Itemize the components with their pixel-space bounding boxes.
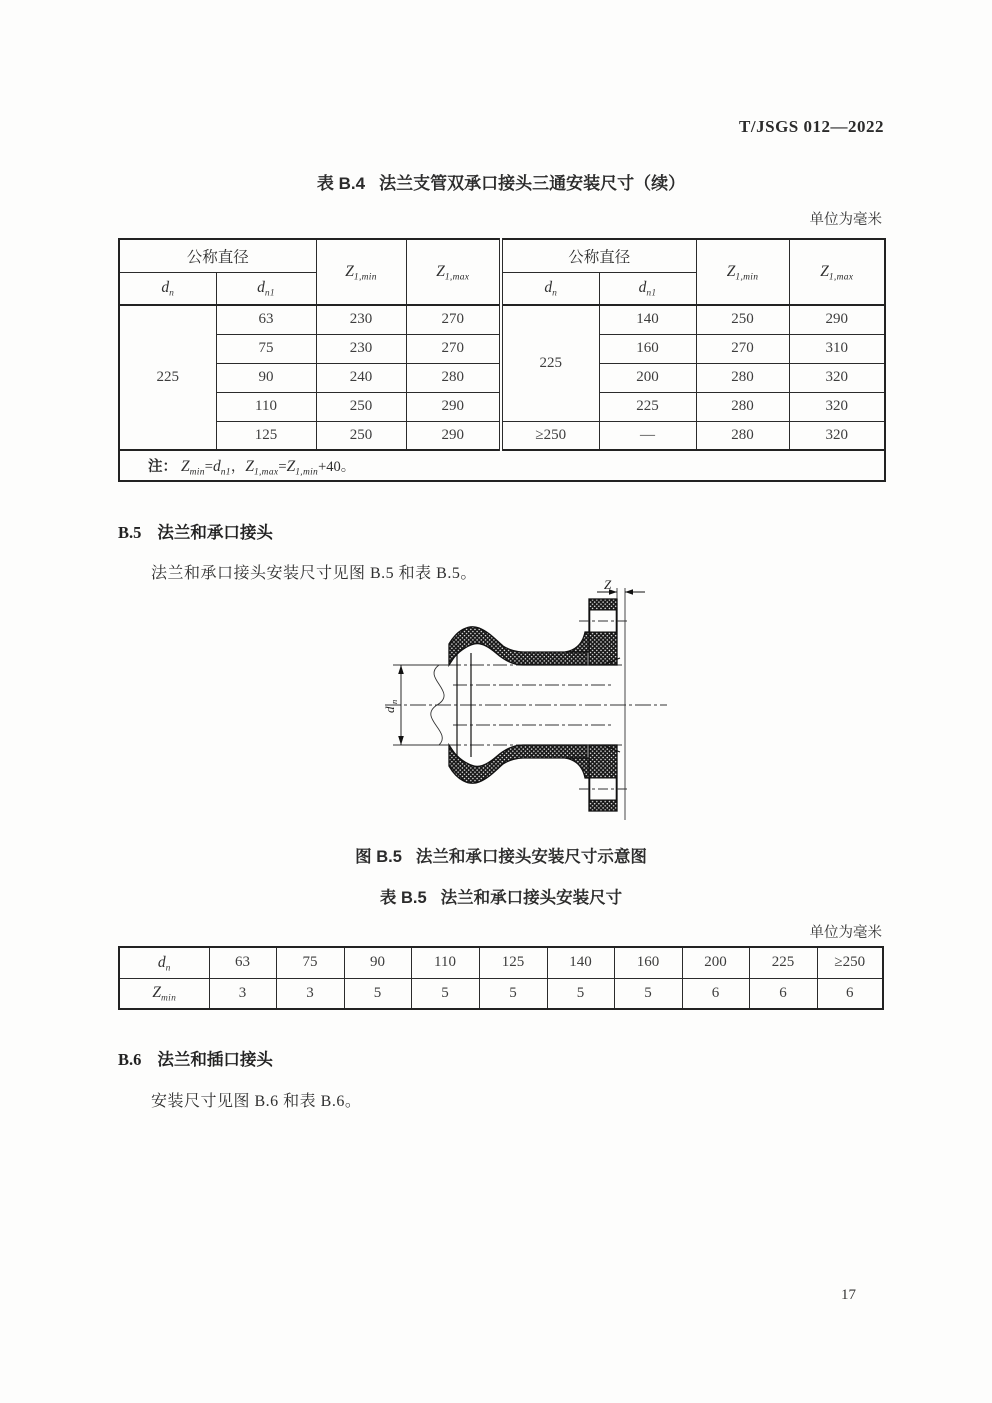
section-b5-title: 法兰和承口接头 [157,524,273,542]
z-dim-label: Z [604,580,612,592]
dn-dim-label-symbol: d [382,706,397,713]
dn-dim-label-group [382,700,399,713]
b5-header-dn [119,947,209,978]
table-b5-caption-text: 法兰和承口接头安装尺寸 [440,889,623,907]
b5-zmin-cell: 3 [209,978,276,1009]
b4-cell: — [599,421,696,450]
z1max-subscript: 1,max [444,272,470,283]
b4-cell: 240 [316,363,406,392]
b4-cell: 160 [599,334,696,363]
figure-b5 [371,580,683,830]
note-z-min-sub: min [189,467,205,478]
flange-hub-top [565,632,589,652]
b4-right-dn-group: 225 [501,305,599,421]
b4-cell: 110 [216,392,316,421]
table-b5-zmin-row [119,978,883,1009]
dn-dim-label-subscript: n [389,699,399,704]
b5-dn-cell: 140 [547,947,614,978]
b5-zmin-cell: 3 [276,978,344,1009]
b4-cell: 270 [406,334,501,363]
b4-cell: 225 [599,392,696,421]
note-eq1: = [204,459,213,475]
z1min-symbol: Z [345,263,354,280]
section-b6-body-text: 安装尺寸见图 B.6 和表 B.6。 [151,1093,362,1110]
b4-header-z1min-left [316,239,406,305]
figure-b5-caption-label: 图 B.5 [355,848,402,866]
dn1-subscript: n1 [264,288,275,299]
note-label: 注： [148,459,177,475]
note-eq2: = [278,459,287,475]
table-b4-header-row-1 [119,239,885,272]
b4-cell: 320 [789,363,885,392]
b5-zmin-cell: 5 [344,978,411,1009]
page-content [118,0,884,1403]
b4-header-z1max-right [789,239,885,305]
b4-header-dn1-left [216,272,316,305]
dn-subscript: n [169,288,175,299]
b4-cell: 140 [599,305,696,334]
note-dn1: d [212,458,221,475]
flange-hub-bottom [565,758,589,778]
zmin-symbol: Z [152,984,161,1002]
socket-wall-top-section [449,627,587,665]
section-b6-number: B.6 [118,1050,142,1069]
z1min-symbol: Z [726,263,736,280]
section-b5-number: B.5 [118,523,142,542]
b4-cell: 90 [216,363,316,392]
dn-subscript: n [552,288,558,299]
figure-b5-caption [118,843,884,867]
figure-b5-caption-text: 法兰和承口接头安装尺寸示意图 [415,848,647,866]
b4-cell: 200 [599,363,696,392]
b4-header-dn-right [501,272,599,305]
table-b4 [118,238,886,482]
section-b6-title: 法兰和插口接头 [157,1051,273,1069]
zmin-subscript: min [160,993,177,1004]
z1min-subscript: 1,min [353,272,377,283]
b4-note [119,450,885,481]
b5-dn-cell: 90 [344,947,411,978]
b5-dn-cell: 63 [209,947,276,978]
dn-symbol: d [157,953,166,971]
b4-cell: 280 [696,392,789,421]
b5-zmin-cell: 6 [817,978,883,1009]
table-b4-caption [118,169,884,194]
b4-cell: 250 [316,392,406,421]
b4-cell: 230 [316,334,406,363]
b4-header-nominal-diameter-left: 公称直径 [119,239,316,272]
b4-cell: 280 [696,421,789,450]
note-z1max-sub: 1,max [253,467,279,478]
z1min-subscript: 1,min [735,272,759,283]
dn-dim-arrow-down [398,736,404,745]
section-b6-heading [118,1046,273,1070]
table-b4-caption-text: 法兰支管双承口接头三通安装尺寸（续） [379,174,686,193]
b5-zmin-cell: 6 [682,978,749,1009]
page-number: 17 [841,1287,856,1303]
b5-dn-cell: 160 [614,947,682,978]
b5-dn-cell: 200 [682,947,749,978]
dn1-symbol: d [638,279,647,297]
b4-cell: 290 [406,421,501,450]
b5-dn-cell: 125 [479,947,547,978]
note-z1min: Z [286,458,296,475]
b4-cell: 270 [696,334,789,363]
section-b5-body-text: 法兰和承口接头安装尺寸见图 B.5 和表 B.5。 [151,565,477,582]
table-b5-unit-note: 单位为毫米 [809,925,882,941]
b5-dn-cell: 225 [749,947,817,978]
b4-cell: 270 [406,305,501,334]
table-b5-caption-label: 表 B.5 [379,889,427,907]
b5-dn-cell: 110 [411,947,479,978]
note-comma: ， [230,459,246,475]
b4-cell: 230 [316,305,406,334]
note-tail: +40。 [318,459,356,475]
b4-cell: 250 [696,305,789,334]
table-b4-caption-label: 表 B.4 [316,174,366,193]
b4-cell: 280 [406,363,501,392]
dn-symbol: d [544,279,553,297]
b4-cell: 75 [216,334,316,363]
b4-cell: 280 [696,363,789,392]
dn-subscript: n [165,963,171,974]
b5-dn-cell: 75 [276,947,344,978]
z1max-subscript: 1,max [828,272,854,283]
z1max-symbol: Z [820,263,829,280]
b4-cell: 290 [406,392,501,421]
table-b5-dn-row [119,947,883,978]
b4-cell-dn-ge250: ≥250 [501,421,599,450]
b5-dn-cell: ≥250 [817,947,883,978]
b4-left-dn-group: 225 [119,305,216,450]
b5-zmin-cell: 5 [411,978,479,1009]
b4-header-dn-left [119,272,216,305]
b4-header-dn1-right [599,272,696,305]
note-z1max: Z [245,458,254,475]
b4-cell: 320 [789,421,885,450]
b5-zmin-cell: 5 [547,978,614,1009]
dn1-symbol: d [257,279,265,297]
b5-zmin-cell: 5 [614,978,682,1009]
b4-cell: 290 [789,305,885,334]
b4-header-z1min-right [696,239,789,305]
note-z-min: Z [181,458,190,475]
section-b5-heading [118,519,273,543]
dn-symbol: d [161,279,170,297]
dn1-subscript: n1 [646,288,657,299]
dn-dim-arrow-up [398,665,404,674]
z-dim-arrow-right [625,589,633,595]
table-b4-unit-note: 单位为毫米 [809,212,882,228]
b5-zmin-cell: 5 [479,978,547,1009]
note-dn1-sub: n1 [220,467,231,478]
b4-cell: 310 [789,334,885,363]
b4-cell: 320 [789,392,885,421]
note-z1min-sub: 1,min [295,467,319,478]
doc-code: T/JSGS 012—2022 [739,117,884,136]
table-b5-caption [118,884,884,908]
table-b4-row [119,305,885,334]
b4-header-nominal-diameter-right: 公称直径 [501,239,696,272]
b4-header-z1max-left [406,239,501,305]
table-b4-note-row [119,450,885,481]
b4-cell: 63 [216,305,316,334]
b5-header-zmin [119,978,209,1009]
table-b4-row [119,421,885,450]
b5-zmin-cell: 6 [749,978,817,1009]
b4-cell: 125 [216,421,316,450]
table-b5 [118,946,884,1010]
socket-wall-bottom-section [449,745,587,783]
b4-cell: 250 [316,421,406,450]
figure-b5-diagram [371,580,683,830]
z1max-symbol: Z [436,263,445,280]
